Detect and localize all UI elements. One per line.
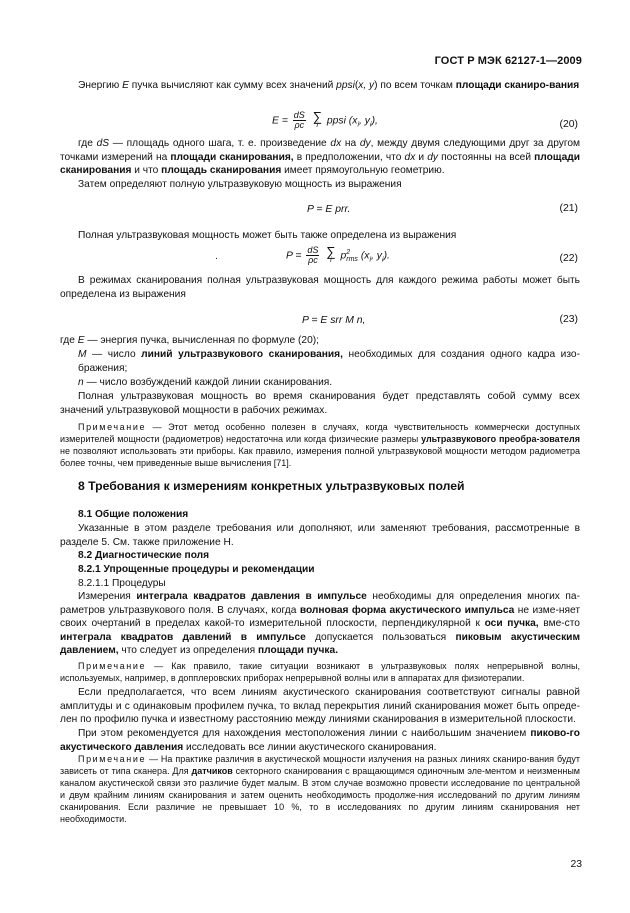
equation-number-22: (22) — [559, 253, 578, 264]
note-2: Примечание — Как правило, такие ситуации возникают в ультразвуковых полях непрерывной волны, используемых, например, в допплеровских приборах непрерывной волны или в аппаратах для физиотерапии. — [60, 661, 580, 683]
equation-20: E = $\frac{dS}{\rho c}$ ∑ i ppsi ($x_i$, $y_i$), — [272, 109, 378, 130]
section-8-2-1-heading: 8.2.1 Упрощенные процедуры и рекомендации — [78, 564, 315, 575]
total-power-paragraph: Полная ультразвуковая мощность во время сканирования будет представлять собой сумму всех значений ультразвуковой мощности в рабочих режимах. — [60, 391, 580, 416]
modes-paragraph: В режимах сканирования полная ультразвуковая мощность для каждого режима работы может быть определена из выражения — [60, 275, 580, 300]
equation-number-21: (21) — [559, 203, 578, 214]
definition-line-M: M — число линий ультразвукового сканирования, необходимых для создания одного кадра изо-бражения; — [78, 349, 580, 374]
measurement-paragraph: Измерения интеграла квадратов давления в импульсе необходимы для определения многих па-раметров ультразвукового поля. В случаях, когда волновая форма акустического импульса не изме-няет своих очертаний в пределах какой-то измерительной плоскости, перпендикулярной к оси пучка, вме-сто интеграла квадратов давлений в импульсе допускается пользоваться пиковым акустическим давлением, что следует из определения площади пучка. — [60, 591, 581, 657]
section-8-2-heading: 8.2 Диагностические поля — [78, 550, 210, 561]
document-header: ГОСТ Р МЭК 62127-1—2009 — [434, 55, 582, 67]
page-number: 23 — [570, 859, 582, 870]
equation-22: P = $\frac{dS}{\rho c}$ ∑ i p 2 rms ($x_i$, $y_i$). — [286, 244, 390, 265]
section-8-2-1-1-heading: 8.2.1.1 Процедуры — [78, 578, 166, 589]
section-8-1-heading: 8.1 Общие положения — [78, 509, 189, 520]
assumption-paragraph: Если предполагается, что всем линиям акустического сканирования соответствуют сигналы равной амплитуды и с одинаковым профилем пучка, то вклад перекрытия линий сканирования может быть опреде-лен по профилю пучка и известному расстоянию между линиями сканирования в измерительной плоскости. — [60, 687, 580, 726]
definition-line-E: где E — энергия пучка, вычисленная по формуле (20); — [60, 335, 319, 346]
definition-paragraph-20: где dS — площадь одного шага, т. е. произведение dx на dy, между двумя следующими друг за другом точками измерений на площади сканирования, в предположении, что dx и dy постоянны на всей площади сканирования и что площадь сканирования имеет прямоугольную геометрию. — [60, 138, 581, 177]
equation-22-dot: . — [215, 251, 218, 262]
equation-21: P = E prr. — [307, 204, 351, 215]
then-paragraph: Затем определяют полную ультразвуковую мощность из выражения — [78, 179, 402, 190]
equation-23: P = E srr M n, — [302, 315, 366, 326]
equation-number-20: (20) — [559, 119, 578, 130]
equation-number-23: (23) — [559, 314, 578, 325]
recommendation-paragraph: При этом рекомендуется для нахождения местоположения линии с наибольшим значением пиково-го акустического давления исследовать все линии акустического сканирования. — [60, 728, 580, 753]
note-3: Примечание — На практике различия в акустической мощности излучения на разных линиях сканиро-вания будут зависеть от типа сканера. Для датчиков секторного сканирования с вращающимся одиночным эле-ментом и неизменным каналом акустической связи это различие будет малым. В этом случае возможно провести исследование по центральной и двум крайним линиям сканирования и затем оценить необходимость продолже-ния исследований по другим линиям сканирования. Если различие не превышает 10 %, то в исследованиях по другим линиям сканирования нет необходимости. — [60, 754, 580, 824]
section-8-1-text: Указанные в этом разделе требования или дополняют, или заменяют требования, рассмотренные в разделе 5. См. также приложение Н. — [60, 523, 580, 548]
intro-paragraph: Энергию E пучка вычисляют как сумму всех значений ppsi(x, y) по всем точкам площади сканиро-вания — [78, 80, 580, 91]
definition-line-n: n — число возбуждений каждой линии сканирования. — [78, 377, 333, 388]
also-paragraph: Полная ультразвуковая мощность может быть также определена из выражения — [78, 230, 457, 241]
section-8-heading: 8 Требования к измерениям конкретных ультразвуковых полей — [78, 479, 465, 493]
note-1: Примечание — Этот метод особенно полезен в случаях, когда чувствительность коммерчески доступных измерителей мощности (радиометров) недостаточна или когда физические размеры ультразвукового преобра-зователя не позволяют использовать эти приборы. Как правило, измерения полной ультразвуковой мощности методом радиометра более точны, чем приведенные выше вычисления [71]. — [60, 422, 581, 468]
